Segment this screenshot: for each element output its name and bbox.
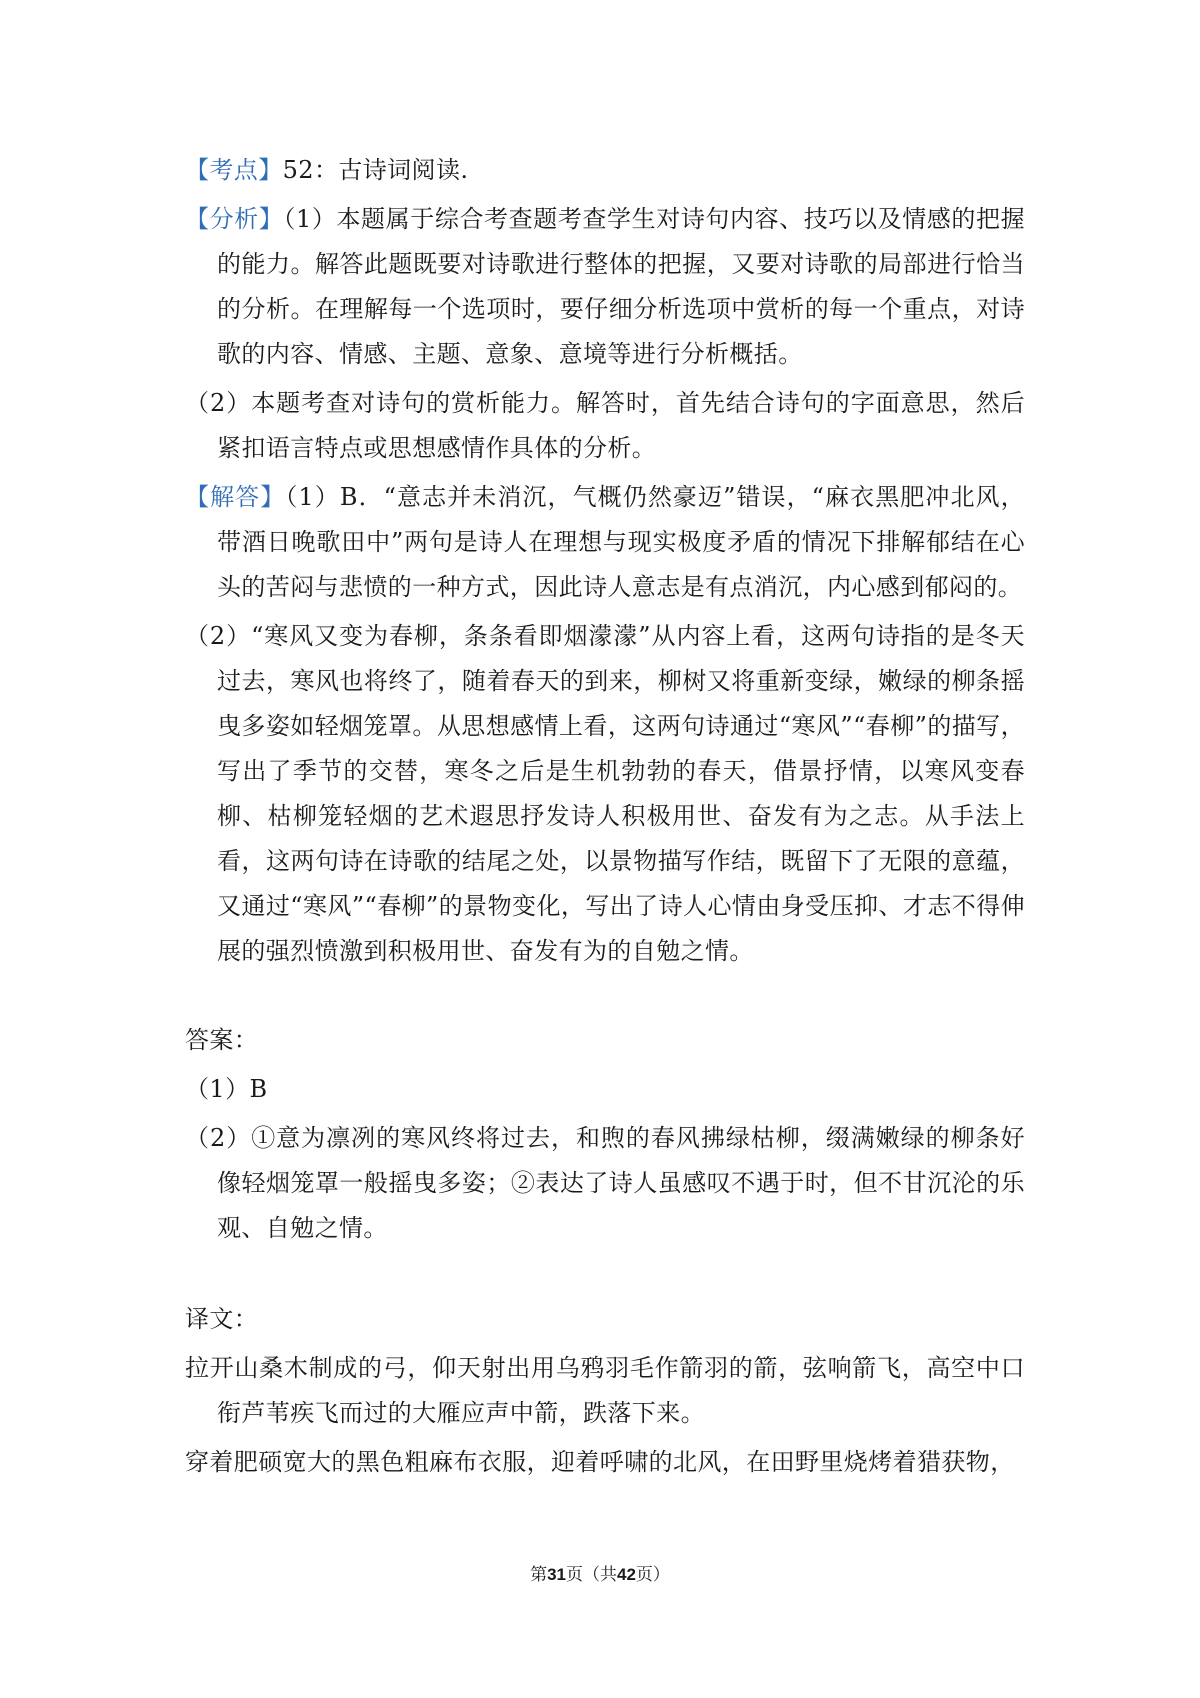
spacer (185, 1255, 1025, 1297)
page-content (185, 148, 1025, 1489)
page-footer (0, 1560, 1200, 1585)
kaodian-text: 52：古诗词阅读. (282, 156, 469, 184)
footer-prefix: 第 (530, 1565, 548, 1585)
footer-total-pages: 42 (617, 1565, 636, 1584)
daan-paragraph-1: （1）B (185, 1075, 268, 1103)
fenxi-text-2: （2）本题考查对诗句的赏析能力。解答时，首先结合诗句的字面意思，然后紧扣语言特点或思想感情作具体的分析。 (185, 389, 1025, 462)
fenxi-paragraph-1 (185, 197, 1025, 377)
jieda-label: 【解答】 (185, 483, 286, 511)
footer-page-number: 31 (547, 1565, 566, 1584)
fenxi-text-1: （1）本题属于综合考查题考查学生对诗句内容、技巧以及情感的把握的能力。解答此题既要对诗歌进行整体的把握，又要对诗歌的局部进行恰当的分析。在理解每一个选项时，要仔细分析选项中赏析的每一个重点，对诗歌的内容、情感、主题、意象、意境等进行分析概括。 (217, 205, 1025, 368)
spacer (185, 978, 1025, 1018)
footer-middle: 页（共 (566, 1565, 617, 1585)
jieda-paragraph-2 (185, 614, 1025, 974)
jieda-text-2: （2）“寒风又变为春柳，条条看即烟濛濛”从内容上看，这两句诗指的是冬天过去，寒风也将终了，随着春天的到来，柳树又将重新变绿，嫩绿的柳条摇曳多姿如轻烟笼罩。从思想感情上看，这两句诗通过“寒风”“春柳”的描写，写出了季节的交替，寒冬之后是生机勃勃的春天，借景抒情，以寒风变春柳、枯柳笼轻烟的艺术遐思抒发诗人积极用世、奋发有为之志。从手法上看，这两句诗在诗歌的结尾之处，以景物描写作结，既留下了无限的意蕴，又通过“寒风”“春柳”的景物变化，写出了诗人心情由身受压抑、才志不得伸展的强烈愤激到积极用世、奋发有为的自勉之情。 (185, 622, 1025, 965)
fenxi-paragraph-2 (185, 381, 1025, 471)
jieda-text-1: （1）B．“意志并未消沉，气概仍然豪迈”错误，“麻衣黑肥冲北风，带酒日晚歌田中”两句是诗人在理想与现实极度矛盾的情况下排解郁结在心头的苦闷与悲愤的一种方式，因此诗人意志是有点消沉，内心感到郁闷的。 (217, 483, 1026, 601)
daan-paragraph-2: （2）①意为凛冽的寒风终将过去，和煦的春风拂绿枯柳，缀满嫩绿的柳条好像轻烟笼罩一般摇曳多姿；②表达了诗人虽感叹不遇于时，但不甘沉沦的乐观、自勉之情。 (185, 1124, 1025, 1242)
yiwen-paragraph-2: 穿着肥硕宽大的黑色粗麻布衣服，迎着呼啸的北风，在田野里烧烤着猎获物， (185, 1448, 1015, 1476)
yiwen-heading: 译文： (185, 1305, 259, 1333)
jieda-paragraph-1 (185, 475, 1025, 610)
kaodian-paragraph (185, 148, 1025, 193)
fenxi-label: 【分析】 (185, 205, 284, 233)
footer-suffix: 页） (635, 1565, 670, 1585)
yiwen-paragraph-1: 拉开山桑木制成的弓，仰天射出用乌鸦羽毛作箭羽的箭，弦响箭飞，高空中口衔芦苇疾飞而过的大雁应声中箭，跌落下来。 (185, 1354, 1025, 1427)
daan-heading: 答案： (185, 1026, 259, 1054)
kaodian-label: 【考点】 (185, 156, 283, 184)
